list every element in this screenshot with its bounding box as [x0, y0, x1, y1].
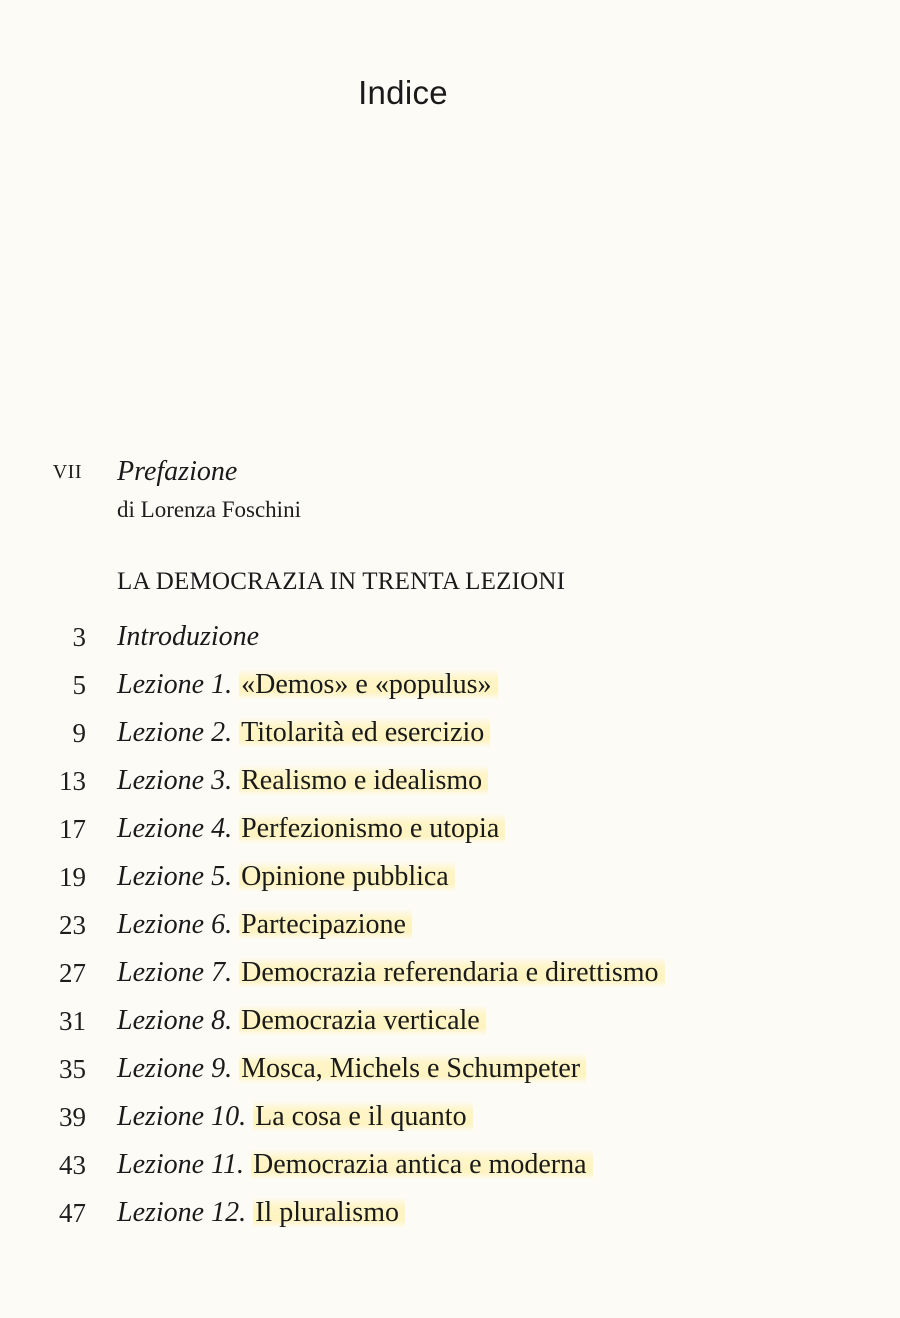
page-number: 27 [59, 958, 86, 988]
toc-entry-lezione-4[interactable] [0, 809, 900, 849]
entry-label: Lezione 11. [117, 1149, 245, 1180]
entry-label: Lezione 4. [117, 813, 233, 844]
entry-title: Partecipazione [239, 909, 412, 940]
entry-label: Lezione 7. [117, 957, 233, 988]
entry-label: Lezione 1. [117, 669, 233, 700]
page-number: 13 [59, 766, 86, 796]
entry-label: Lezione 8. [117, 1005, 233, 1036]
entry-title: Titolarità ed esercizio [239, 717, 490, 748]
page-number: 43 [59, 1150, 86, 1180]
entry-title: Democrazia antica e moderna [251, 1149, 592, 1180]
entry-label: Lezione 10. [117, 1101, 247, 1132]
page-number: 39 [59, 1102, 86, 1132]
entry-text [117, 857, 455, 897]
preface-byline: di Lorenza Foschini [117, 497, 301, 522]
entry-title: Prefazione [117, 456, 238, 487]
entry-title: Realismo e idealismo [239, 765, 488, 796]
toc-entry-lezione-12[interactable] [0, 1193, 900, 1233]
page-number: 17 [59, 814, 86, 844]
entry-text [117, 809, 505, 849]
entry-title: Democrazia referendaria e direttismo [239, 957, 664, 988]
page-number: 35 [59, 1054, 86, 1084]
entry-text [117, 1049, 586, 1089]
page-number: 5 [72, 670, 86, 700]
entry-label: Lezione 12. [117, 1197, 247, 1228]
entry-label: Lezione 3. [117, 765, 233, 796]
toc-entry-lezione-11[interactable] [0, 1145, 900, 1185]
section-heading: LA DEMOCRAZIA IN TRENTA LEZIONI [117, 568, 566, 595]
entry-text [117, 713, 490, 753]
entry-title: Il pluralismo [253, 1197, 405, 1228]
toc-entry-lezione-9[interactable] [0, 1049, 900, 1089]
entry-text [117, 665, 498, 705]
toc-entry-lezione-6[interactable] [0, 905, 900, 945]
page-number: VII [52, 461, 82, 483]
toc-entry-intro[interactable] [0, 617, 900, 657]
toc-entry-lezione-8[interactable] [0, 1001, 900, 1041]
entry-text [117, 953, 665, 993]
toc-entry-lezione-7[interactable] [0, 953, 900, 993]
entry-label: Lezione 5. [117, 861, 233, 892]
entry-text [117, 1193, 405, 1233]
toc-entry-lezione-1[interactable] [0, 665, 900, 705]
entry-text [117, 761, 488, 801]
toc-entry-lezione-3[interactable] [0, 761, 900, 801]
entry-title: «Demos» e «populus» [239, 669, 497, 700]
entry-title: Introduzione [117, 621, 260, 652]
entry-title: Perfezionismo e utopia [239, 813, 505, 844]
entry-label: Lezione 6. [117, 909, 233, 940]
entry-title: Democrazia verticale [239, 1005, 486, 1036]
entry-text [117, 1145, 593, 1185]
entry-text [117, 905, 412, 945]
entry-text [117, 1097, 473, 1137]
page-title: Indice [358, 74, 448, 111]
entry-title: Opinione pubblica [239, 861, 455, 892]
toc-entry-lezione-10[interactable] [0, 1097, 900, 1137]
entry-label: Lezione 9. [117, 1053, 233, 1084]
entry-text [117, 1001, 486, 1041]
entry-title: Mosca, Michels e Schumpeter [239, 1053, 586, 1084]
page-number: 19 [59, 862, 86, 892]
page-number: 47 [59, 1198, 86, 1228]
toc-entry-lezione-2[interactable] [0, 713, 900, 753]
toc-entry-lezione-5[interactable] [0, 857, 900, 897]
toc-entry-preface[interactable] [0, 452, 900, 492]
page-number: 3 [72, 622, 86, 652]
entry-title: La cosa e il quanto [253, 1101, 472, 1132]
page-number: 31 [59, 1006, 86, 1036]
page-number: 23 [59, 910, 86, 940]
page-number: 9 [72, 718, 86, 748]
entry-label: Lezione 2. [117, 717, 233, 748]
